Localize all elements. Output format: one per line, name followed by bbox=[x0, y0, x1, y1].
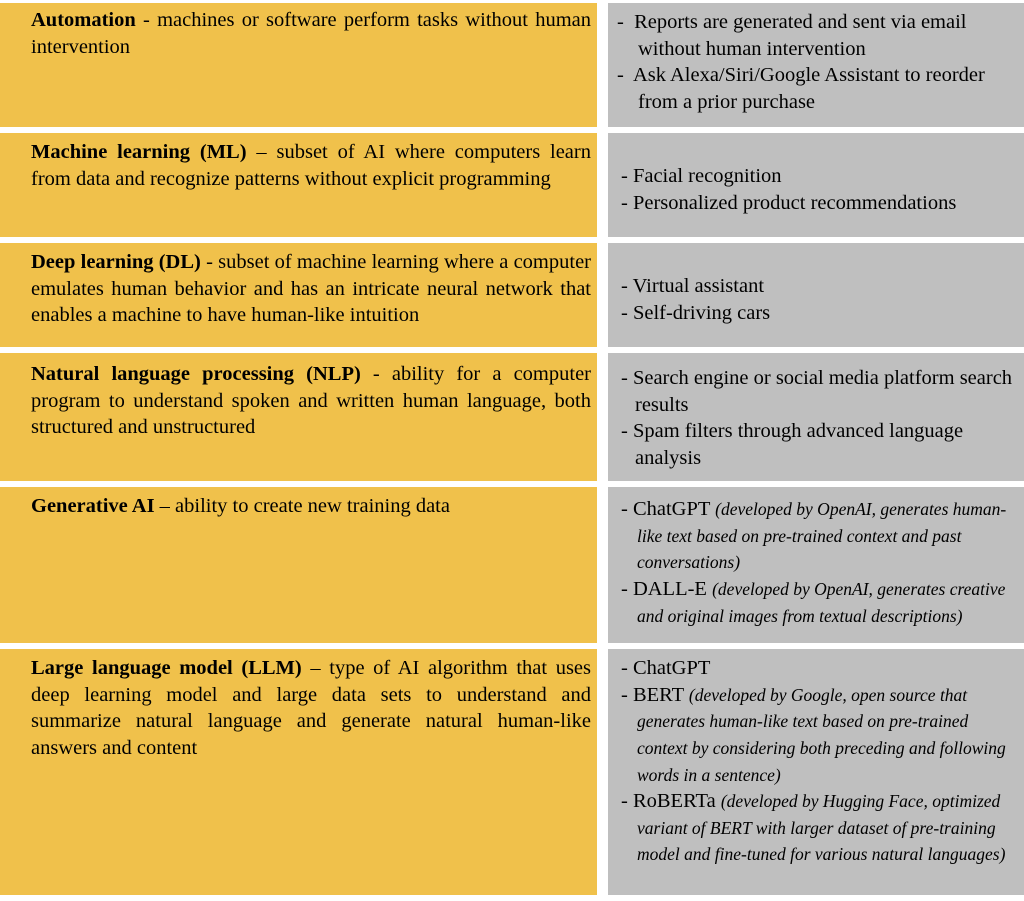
list-item bbox=[621, 273, 1016, 300]
table-row bbox=[0, 649, 1024, 895]
list-item bbox=[621, 576, 1016, 629]
term-definition: subset of AI where computers learn from data and recognize patterns without explicit programming bbox=[31, 141, 591, 190]
examples-list bbox=[621, 496, 1016, 629]
list-item-text: ChatGPT bbox=[632, 657, 711, 679]
list-item bbox=[617, 62, 1016, 115]
examples-list bbox=[621, 655, 1016, 868]
list-item-text: Ask Alexa/Siri/Google Assistant to reorder from a prior purchase bbox=[632, 64, 985, 113]
examples-list bbox=[621, 365, 1016, 472]
list-item-text: RoBERTa bbox=[632, 790, 721, 813]
list-item-text: Self-driving cars bbox=[632, 301, 771, 324]
bullet-marker: - bbox=[617, 64, 624, 87]
term-definition-text bbox=[31, 493, 591, 520]
list-item-note: (developed by Hugging Face, optimized variant of BERT with larger dataset of pre-training model and fine-tuned for various natural languages) bbox=[637, 791, 1006, 865]
examples-cell-natural-language-processing bbox=[608, 353, 1024, 481]
table-row bbox=[0, 3, 1024, 127]
examples-list bbox=[617, 9, 1016, 116]
term-cell-generative-ai bbox=[0, 487, 597, 643]
list-item bbox=[621, 365, 1016, 418]
list-item-text: DALL-E bbox=[632, 577, 713, 600]
examples-cell-machine-learning bbox=[608, 133, 1024, 237]
column-gutter bbox=[597, 649, 608, 895]
list-item-text: BERT bbox=[632, 683, 689, 706]
bullet-marker: - bbox=[621, 191, 628, 214]
term-definition-text bbox=[31, 655, 591, 762]
term-name: Machine learning (ML) bbox=[31, 141, 247, 163]
term-separator: - bbox=[200, 251, 219, 273]
list-item-note: (developed by Google, open source that generates human-like text based on pre-trained context by considering both preceding and following words in a sentence) bbox=[637, 684, 1006, 785]
term-definition: ability for a computer program to understand spoken and written human language, both structured and unstructured bbox=[31, 363, 591, 439]
term-name: Generative AI bbox=[31, 495, 155, 517]
term-definition-text bbox=[31, 139, 591, 192]
term-separator: - bbox=[360, 363, 392, 385]
list-item bbox=[621, 300, 1016, 327]
list-item-text: Personalized product recommendations bbox=[632, 191, 957, 214]
bullet-marker: - bbox=[621, 657, 628, 679]
examples-cell-automation bbox=[608, 3, 1024, 127]
column-gutter bbox=[597, 243, 608, 347]
list-item bbox=[621, 788, 1016, 868]
list-item-text: Virtual assistant bbox=[632, 275, 765, 297]
term-definition: type of AI algorithm that uses deep learning model and large data sets to understand and summarize natural language and generate natural human-like answers and content bbox=[31, 657, 592, 759]
table-row bbox=[0, 243, 1024, 347]
examples-list bbox=[621, 163, 1016, 216]
bullet-marker: - bbox=[621, 577, 628, 600]
term-cell-large-language-model bbox=[0, 649, 597, 895]
list-item-text: Reports are generated and sent via email without human intervention bbox=[634, 11, 967, 60]
list-item bbox=[621, 682, 1016, 789]
list-item-text: Facial recognition bbox=[632, 165, 782, 187]
term-cell-machine-learning bbox=[0, 133, 597, 237]
term-name: Deep learning (DL) bbox=[31, 251, 201, 273]
list-item-text: ChatGPT bbox=[632, 498, 716, 520]
term-name: Natural language processing (NLP) bbox=[31, 363, 361, 385]
list-item bbox=[621, 190, 1016, 217]
term-cell-deep-learning bbox=[0, 243, 597, 347]
examples-list bbox=[621, 273, 1016, 326]
term-definition-text bbox=[31, 361, 591, 441]
column-gutter bbox=[597, 133, 608, 237]
list-item bbox=[617, 9, 1016, 62]
examples-cell-deep-learning bbox=[608, 243, 1024, 347]
term-separator: - bbox=[135, 9, 158, 31]
list-item bbox=[621, 418, 1016, 471]
term-separator: – bbox=[246, 141, 277, 163]
list-item-note: (developed by OpenAI, generates creative and original images from textual descriptions) bbox=[637, 578, 1006, 626]
term-name: Large language model (LLM) bbox=[31, 657, 302, 679]
bullet-marker: - bbox=[621, 790, 628, 813]
list-item-text: Search engine or social media platform search results bbox=[632, 367, 1013, 416]
table-row bbox=[0, 133, 1024, 237]
term-definition: subset of machine learning where a computer emulates human behavior and has an intricate neural network that enables a machine to have human-like intuition bbox=[31, 251, 592, 327]
term-cell-natural-language-processing bbox=[0, 353, 597, 481]
list-item bbox=[621, 163, 1016, 190]
list-item-note: (developed by OpenAI, generates human-like text based on pre-trained context and past conversations) bbox=[637, 499, 1007, 573]
term-definition-text bbox=[31, 7, 591, 60]
term-cell-automation bbox=[0, 3, 597, 127]
term-separator: – bbox=[301, 657, 330, 679]
bullet-marker: - bbox=[621, 420, 628, 443]
bullet-marker: - bbox=[621, 301, 628, 324]
table-row bbox=[0, 487, 1024, 643]
column-gutter bbox=[597, 3, 608, 127]
list-item-text: Spam filters through advanced language analysis bbox=[632, 420, 964, 469]
examples-cell-generative-ai bbox=[608, 487, 1024, 643]
term-definition: ability to create new training data bbox=[175, 495, 450, 517]
term-definition-text bbox=[31, 249, 591, 329]
examples-cell-large-language-model bbox=[608, 649, 1024, 895]
list-item bbox=[621, 655, 1016, 682]
column-gutter bbox=[597, 487, 608, 643]
bullet-marker: - bbox=[617, 11, 624, 33]
term-separator: – bbox=[154, 495, 176, 517]
bullet-marker: - bbox=[621, 165, 628, 187]
column-gutter bbox=[597, 353, 608, 481]
list-item bbox=[621, 496, 1016, 576]
term-name: Automation bbox=[31, 9, 136, 31]
term-definition: machines or software perform tasks without human intervention bbox=[31, 9, 592, 58]
bullet-marker: - bbox=[621, 498, 628, 520]
bullet-marker: - bbox=[621, 275, 628, 297]
bullet-marker: - bbox=[621, 367, 628, 389]
bullet-marker: - bbox=[621, 683, 628, 706]
table-row bbox=[0, 353, 1024, 481]
